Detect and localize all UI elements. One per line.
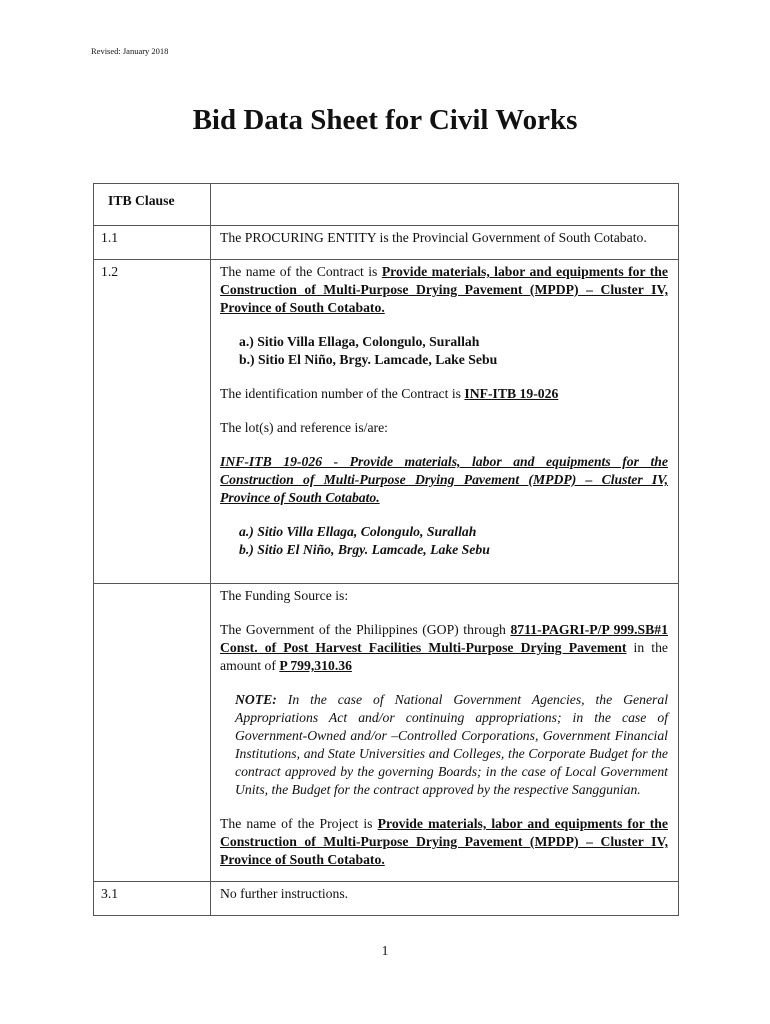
contract-name-intro: The name of the Contract is bbox=[220, 264, 382, 279]
contract-id-paragraph bbox=[220, 385, 668, 403]
project-name: Provide materials, labor and equipments for the Construction of Multi-Purpose Drying Pavement (MPDP) – Cluster IV, Province of South Cotabato. bbox=[220, 816, 668, 867]
funding-note bbox=[220, 691, 668, 799]
contract-amount: P 799,310.36 bbox=[279, 658, 352, 673]
fund-code: 8711-PAGRI-P/P 999.SB#1 Const. of Post Harvest Facilities Multi-Purpose Drying Pavement bbox=[220, 622, 668, 655]
clause-content bbox=[211, 226, 679, 260]
clause-number bbox=[94, 584, 211, 882]
page-title: Bid Data Sheet for Civil Works bbox=[192, 104, 578, 136]
funding-paragraph bbox=[220, 621, 668, 675]
gop-intro: The Government of the Philippines (GOP) through bbox=[220, 622, 511, 637]
note-label: NOTE: bbox=[235, 692, 277, 707]
revision-date: Revised: January 2018 bbox=[91, 46, 169, 56]
note-text: In the case of National Government Agencies, the General Appropriations Act and/or continuing appropriations; in the case of Government-Owned and/or –Controlled Corporations, Government Financial Institutions, and State Universities and Colleges, the Corporate Budget for the contract approved by the governing Boards; in the case of Local Government Units, the Budget for the contract approved by the respective Sanggunian. bbox=[235, 692, 668, 797]
clause-number: 3.1 bbox=[94, 882, 211, 916]
table-row bbox=[94, 882, 679, 916]
clause-content bbox=[211, 882, 679, 916]
clause-content bbox=[211, 584, 679, 882]
lot-reference: INF-ITB 19-026 - Provide materials, labor and equipments for the Construction of Multi-Purpose Drying Pavement (MPDP) – Cluster IV, Province of South Cotabato. bbox=[220, 454, 668, 505]
clause-number: 1.2 bbox=[94, 260, 211, 584]
project-name-paragraph bbox=[220, 815, 668, 869]
page-number: 1 bbox=[381, 943, 389, 958]
contract-name: Provide materials, labor and equipments for the Construction of Multi-Purpose Drying Pavement (MPDP) – Cluster IV, Province of South Cotabato. bbox=[220, 264, 668, 315]
header-clause-cell: ITB Clause bbox=[94, 184, 211, 226]
contract-name-paragraph bbox=[220, 263, 668, 317]
bid-data-table bbox=[93, 183, 679, 916]
table-row bbox=[94, 260, 679, 584]
instructions-text: No further instructions. bbox=[220, 886, 349, 901]
contract-id: INF-ITB 19-026 bbox=[464, 386, 559, 401]
table-row bbox=[94, 226, 679, 260]
table-header-row bbox=[94, 184, 679, 226]
funding-intro: The Funding Source is: bbox=[220, 588, 349, 603]
list-item: a.) Sitio Villa Ellaga, Colongulo, Surallah bbox=[239, 334, 480, 349]
contract-id-intro: The identification number of the Contract is bbox=[220, 386, 465, 401]
list-item: a.) Sitio Villa Ellaga, Colongulo, Surallah bbox=[239, 524, 477, 539]
lot-location-list bbox=[220, 523, 668, 559]
procuring-entity-text: The PROCURING ENTITY is the Provincial Government of South Cotabato. bbox=[220, 230, 647, 245]
project-intro: The name of the Project is bbox=[220, 816, 378, 831]
header-empty-cell bbox=[211, 184, 679, 226]
location-list bbox=[220, 333, 668, 369]
amount-intro: in the amount of bbox=[220, 640, 669, 673]
list-item: b.) Sitio El Niño, Brgy. Lamcade, Lake Sebu bbox=[239, 542, 490, 557]
clause-number: 1.1 bbox=[94, 226, 211, 260]
list-item: b.) Sitio El Niño, Brgy. Lamcade, Lake Sebu bbox=[239, 352, 498, 367]
clause-content bbox=[211, 260, 679, 584]
table-row bbox=[94, 584, 679, 882]
lots-intro: The lot(s) and reference is/are: bbox=[220, 420, 388, 435]
